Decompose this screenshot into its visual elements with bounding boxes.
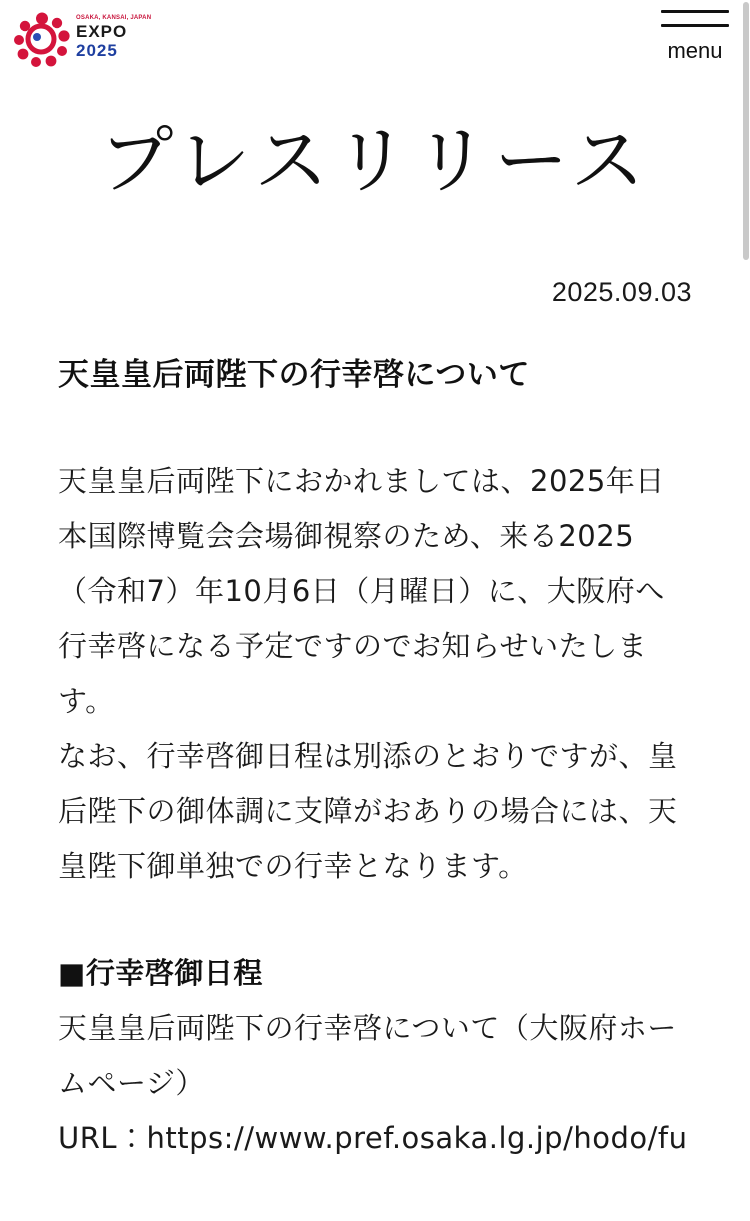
logo-year: 2025: [76, 41, 118, 60]
release-heading: 天皇皇后両陛下の行幸啓について: [58, 357, 530, 393]
hamburger-icon: [661, 10, 729, 27]
site-header: [0, 0, 750, 92]
press-release-content: [0, 276, 750, 1166]
menu-button[interactable]: [658, 10, 732, 64]
release-paragraph-1: 天皇皇后両陛下におかれましては、2025年日本国際博覧会会場御視察のため、来る2025（令和7）年10月6日（月曜日）に、大阪府へ行幸啓になる予定ですのでお知らせいたします。: [58, 464, 665, 718]
expo-logo-text: [76, 14, 156, 60]
attachment-link[interactable]: 天皇皇后両陛下の行幸啓について（大阪府ホームページ）: [58, 1011, 677, 1100]
page-scrollbar[interactable]: [742, 0, 750, 1221]
menu-button-label: menu: [667, 38, 723, 63]
expo-logo-mark-icon: [14, 12, 70, 68]
scrollbar-thumb[interactable]: [743, 2, 749, 260]
body-spacer: [58, 894, 692, 946]
logo-tagline: OSAKA, KANSAI, JAPAN: [76, 15, 152, 21]
attachment-url[interactable]: URL：https://www.pref.osaka.lg.jp/hodo/fu: [58, 1121, 688, 1155]
release-paragraph-2: なお、行幸啓御日程は別添のとおりですが、皇后陛下の御体調に支障がおありの場合には、天皇陛下御単独での行幸となります。: [58, 739, 678, 883]
expo-2025-logo[interactable]: [14, 8, 154, 70]
logo-expo-word: EXPO: [76, 22, 128, 41]
page-title: プレスリリース: [99, 118, 651, 204]
release-body: [58, 454, 692, 1166]
schedule-section-label: ■行幸啓御日程: [58, 956, 263, 990]
release-date: 2025.09.03: [551, 277, 692, 307]
